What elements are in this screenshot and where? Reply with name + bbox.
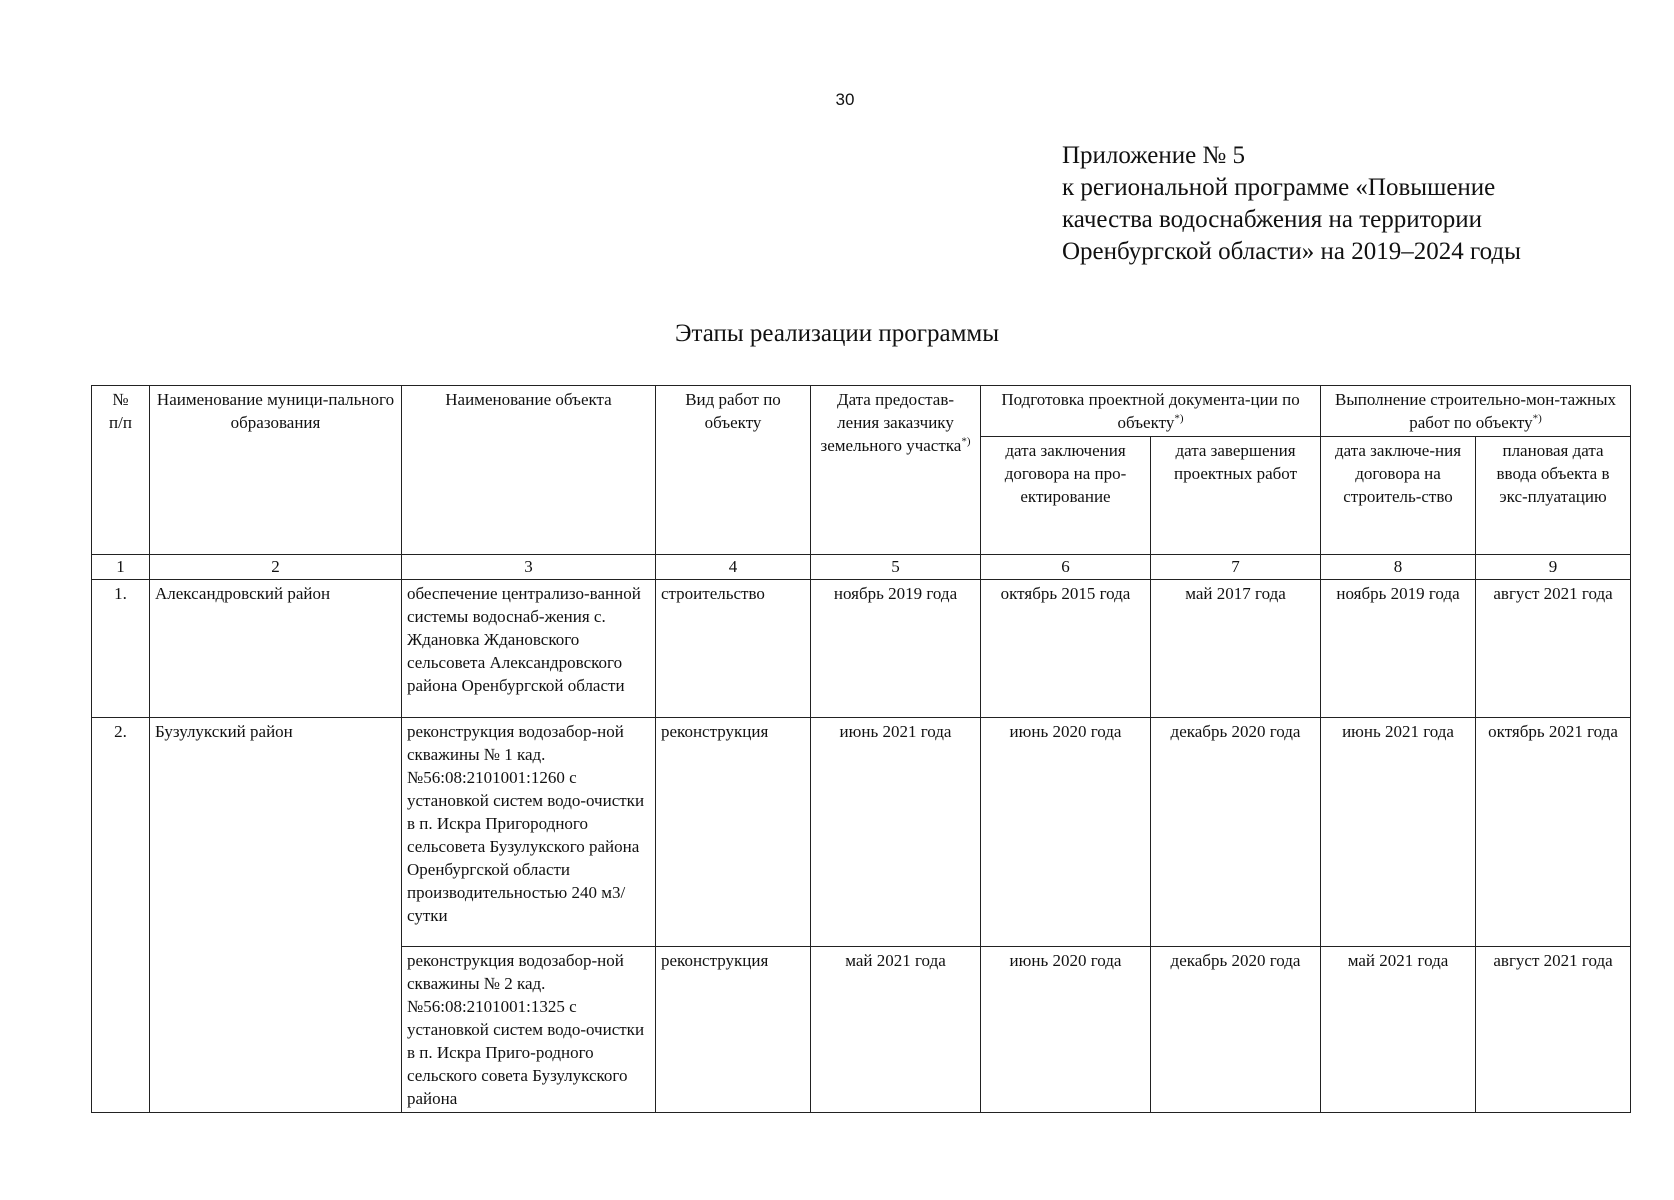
- column-number: 4: [656, 555, 811, 580]
- column-number: 9: [1476, 555, 1631, 580]
- column-number-row: [92, 555, 1631, 580]
- header-commissioning: плановая дата ввода объекта в экс-плуатацию: [1476, 437, 1631, 555]
- table-row: [92, 718, 1631, 947]
- work-type-cell: реконструкция: [656, 947, 811, 1113]
- row-number: 2.: [92, 718, 150, 1113]
- header-design-group: [981, 386, 1321, 437]
- object-cell: обеспечение централизо-ванной системы водоснаб-жения с. Ждановка Ждановского сельсовета Александровского района Оренбургской области: [402, 580, 656, 718]
- appendix-line-3: качества водоснабжения на территории: [1062, 206, 1482, 233]
- land-date-cell: май 2021 года: [811, 947, 981, 1113]
- column-number: 5: [811, 555, 981, 580]
- object-cell: реконструкция водозабор-ной скважины № 1 кад.№56:08:2101001:1260 с установкой систем водо-очистки в п. Искра Пригородного сельсовета Бузулукского района Оренбургской области производительностью 240 м3/сутки: [402, 718, 656, 947]
- design-complete-cell: декабрь 2020 года: [1151, 718, 1321, 947]
- design-complete-cell: май 2017 года: [1151, 580, 1321, 718]
- design-contract-cell: октябрь 2015 года: [981, 580, 1151, 718]
- column-number: 8: [1321, 555, 1476, 580]
- land-date-cell: ноябрь 2019 года: [811, 580, 981, 718]
- header-design-complete: дата завершения проектных работ: [1151, 437, 1321, 555]
- appendix-line-2: к региональной программе «Повышение: [1062, 174, 1496, 201]
- header-design-contract: дата заключения договора на про-ектирование: [981, 437, 1151, 555]
- header-object: Наименование объекта: [402, 386, 656, 555]
- construction-contract-cell: июнь 2021 года: [1321, 718, 1476, 947]
- column-number: 6: [981, 555, 1151, 580]
- page-number: 30: [835, 90, 855, 109]
- municipality-cell: Бузулукский район: [150, 718, 402, 1113]
- header-number-line-2: п/п: [109, 413, 132, 432]
- document-title: Этапы реализации программы: [674, 320, 1000, 347]
- design-complete-cell: декабрь 2020 года: [1151, 947, 1321, 1113]
- header-construction-group: [1321, 386, 1631, 437]
- table-row: [92, 580, 1631, 718]
- commissioning-cell: октябрь 2021 года: [1476, 718, 1631, 947]
- header-municipality: Наименование муници-пального образования: [150, 386, 402, 555]
- commissioning-cell: август 2021 года: [1476, 947, 1631, 1113]
- column-number: 7: [1151, 555, 1321, 580]
- row-number: 1.: [92, 580, 150, 718]
- appendix-line-4: Оренбургской области» на 2019–2024 годы: [1062, 238, 1521, 265]
- column-number: 3: [402, 555, 656, 580]
- footnote-mark: *): [1174, 412, 1184, 425]
- work-type-cell: реконструкция: [656, 718, 811, 947]
- header-work-type: Вид работ по объекту: [656, 386, 811, 555]
- footnote-mark: *): [1532, 412, 1542, 425]
- design-contract-cell: июнь 2020 года: [981, 718, 1151, 947]
- column-number: 1: [92, 555, 150, 580]
- header-number-line-1: №: [112, 390, 129, 409]
- footnote-mark: *): [961, 435, 971, 448]
- header-construction-group-text: Выполнение строительно-мон-тажных работ по объекту: [1335, 390, 1616, 432]
- header-number: [92, 386, 150, 555]
- design-contract-cell: июнь 2020 года: [981, 947, 1151, 1113]
- header-construction-contract: дата заключе-ния договора на строитель-ство: [1321, 437, 1476, 555]
- stages-table: [91, 385, 1631, 1113]
- header-design-group-text: Подготовка проектной документа-ции по объекту: [1001, 390, 1300, 432]
- municipality-cell: Александровский район: [150, 580, 402, 718]
- object-cell: реконструкция водозабор-ной скважины № 2 кад.№56:08:2101001:1325 с установкой систем водо-очистки в п. Искра Приго-родного сельского совета Бузулукского района: [402, 947, 656, 1113]
- appendix-line-1: Приложение № 5: [1062, 142, 1246, 169]
- appendix-heading: [1062, 140, 1622, 268]
- header-land-date: [811, 386, 981, 555]
- construction-contract-cell: ноябрь 2019 года: [1321, 580, 1476, 718]
- column-number: 2: [150, 555, 402, 580]
- header-land-date-text: Дата предостав-ления заказчику земельного участка: [820, 390, 962, 455]
- construction-contract-cell: май 2021 года: [1321, 947, 1476, 1113]
- work-type-cell: строительство: [656, 580, 811, 718]
- table-header-row: [92, 386, 1631, 437]
- commissioning-cell: август 2021 года: [1476, 580, 1631, 718]
- land-date-cell: июнь 2021 года: [811, 718, 981, 947]
